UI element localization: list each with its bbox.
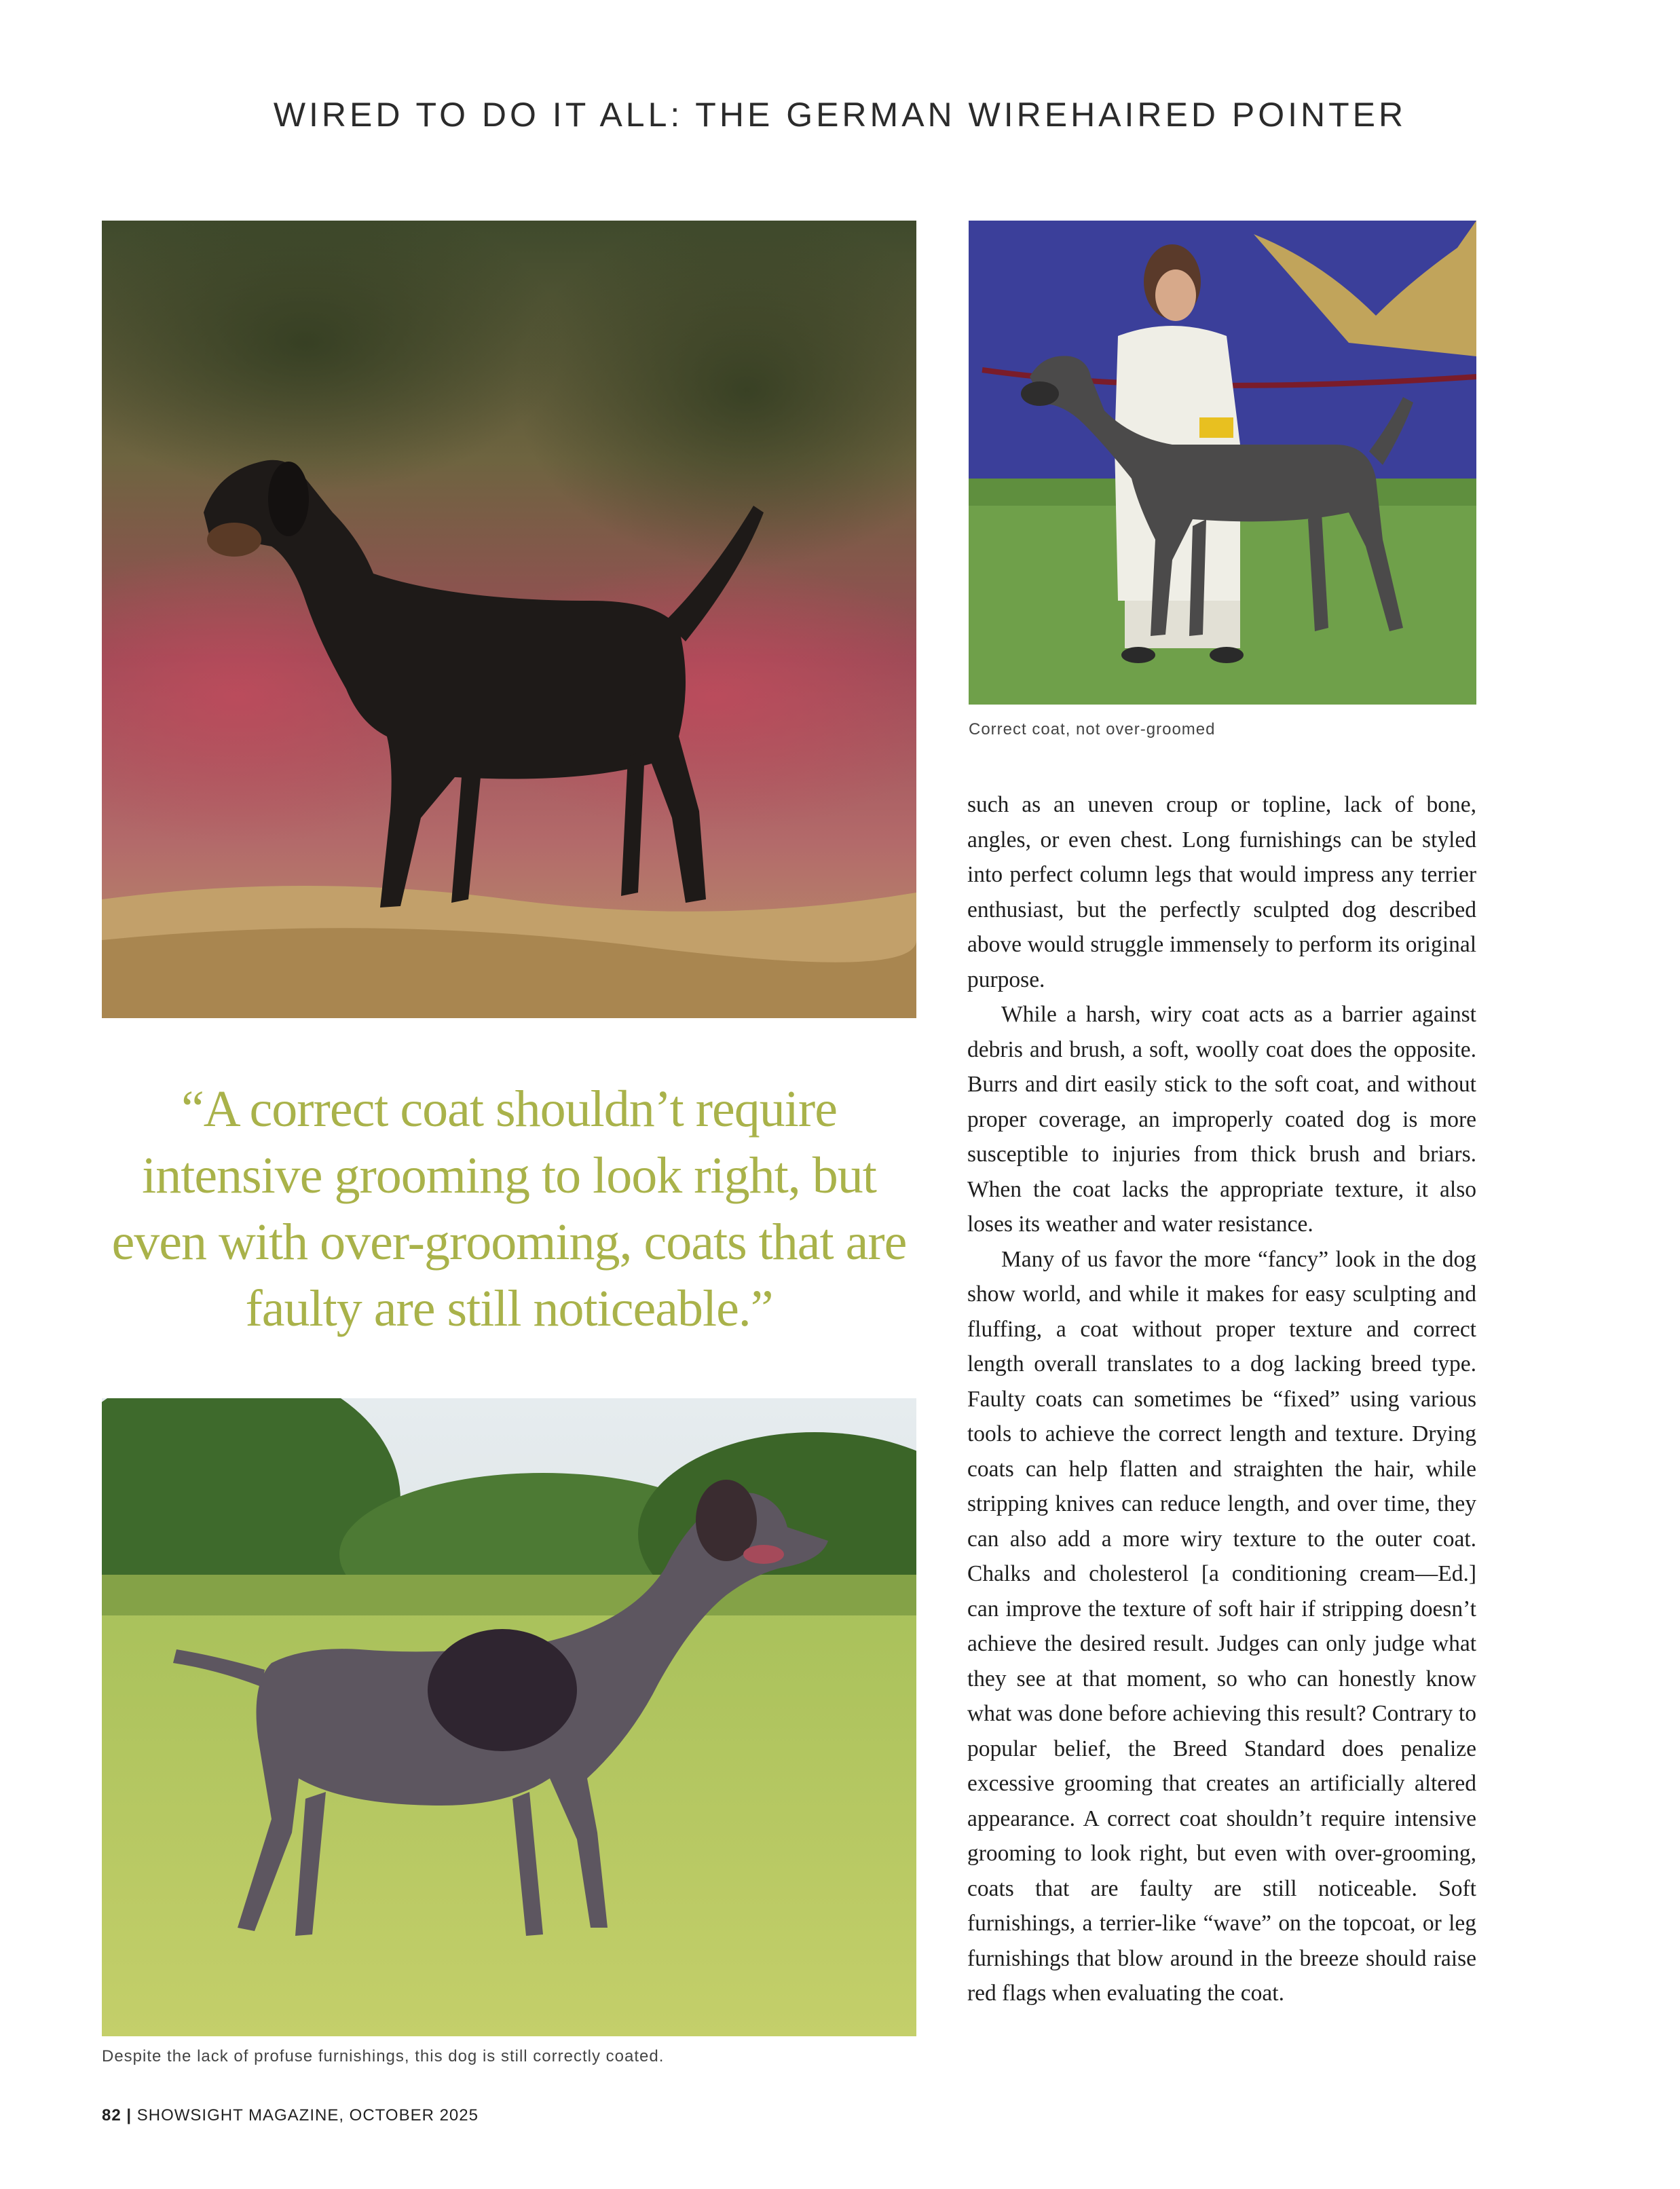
footer-separator: | <box>126 2106 132 2125</box>
pull-quote: “A correct coat shouldn’t require intensive grooming to look right, but even with over-grooming, coats that are faulty are still noticeable.” <box>111 1081 907 1337</box>
running-head: WIRED TO DO IT ALL: THE GERMAN WIREHAIRED POINTER <box>273 96 1407 134</box>
dog-photo-top-right <box>969 221 1476 705</box>
article-body <box>967 787 1476 2011</box>
page-footer <box>102 2106 479 2125</box>
page-number: 82 <box>102 2106 122 2125</box>
publication-name: SHOWSIGHT MAGAZINE, OCTOBER 2025 <box>136 2106 479 2125</box>
dog-photo-top-left <box>102 221 916 1018</box>
photo-caption-bottom-left: Despite the lack of profuse furnishings, this dog is still correctly coated. <box>102 2047 665 2065</box>
article-paragraph: such as an uneven croup or topline, lack of bone, angles, or even chest. Long furnishings can be styled into perfect column legs that would impress any terrier enthusiast, but the perfectly sculpted dog described above would struggle immensely to perform its original purpose. <box>967 792 1476 992</box>
dog-photo-bottom-left <box>102 1398 916 2036</box>
article-paragraph: Many of us favor the more “fancy” look in the dog show world, and while it makes for easy sculpting and fluffing, a coat without proper texture and correct length overall translates to a dog lacking breed type. Faulty coats can sometimes be “fixed” using various tools to achieve the correct length and texture. Drying coats can help flatten and straighten the hair, while stripping knives can reduce length, and over time, they can also add a more wiry texture to the outer coat. Chalks and cholesterol [a conditioning cream—Ed.] can improve the texture of soft hair if stripping doesn’t achieve the desired result. Judges can only judge what they see at that moment, so who can honestly know what was done before achieving this result? Contrary to popular belief, the Breed Standard does penalize excessive grooming that creates an artificially altered appearance. A correct coat shouldn’t require intensive grooming to look right, but even with over-grooming, coats that are faulty are still noticeable. Soft furnishings, a terrier-like “wave” on the topcoat, or leg furnishings that blow around in the breeze should raise red flags when evaluating the coat. <box>967 1246 1476 2006</box>
dog-photo-icon <box>102 221 916 1018</box>
dog-field-photo-icon <box>102 1398 916 2036</box>
photo-caption-top-right: Correct coat, not over-groomed <box>969 720 1216 738</box>
dog-show-photo-icon <box>969 221 1476 705</box>
article-paragraph: While a harsh, wiry coat acts as a barrier against debris and brush, a soft, woolly coat does the opposite. Burrs and dirt easily stick to the soft coat, and without proper coverage, an improperly coated dog is more susceptible to injuries from thick brush and briars. When the coat lacks the appropriate texture, it also loses its weather and water resistance. <box>967 1002 1476 1237</box>
